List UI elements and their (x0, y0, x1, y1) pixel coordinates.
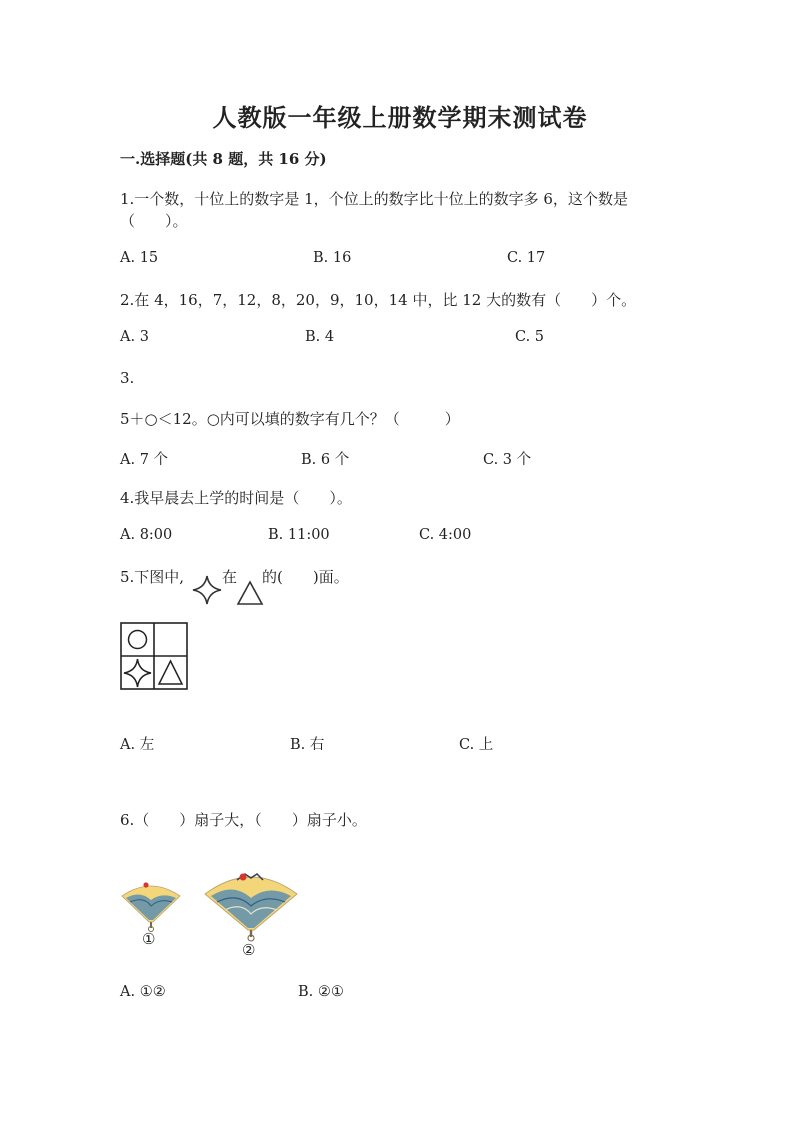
question-1-option-c: C. 17 (507, 250, 546, 266)
question-1-option-b: B. 16 (313, 250, 352, 266)
question-4-option-a: A. 8:00 (120, 527, 173, 543)
question-5-option-c: C. 上 (459, 737, 494, 753)
question-2-text: 2.在 4，16，7，12，8，20，9，10，14 中，比 12 大的数有（ ）个。 (120, 291, 637, 309)
question-4-text: 4.我早晨去上学的时间是（ ）。 (120, 489, 352, 507)
large-fan-label: ② (242, 941, 256, 959)
question-1-option-a: A. 15 (120, 250, 159, 266)
question-5-option-a: A. 左 (120, 737, 155, 753)
section-heading: 一.选择题(共 8 题，共 16 分) (120, 150, 327, 168)
question-6-text: 6.（ ）扇子大，（ ）扇子小。 (120, 811, 367, 829)
question-2-option-c: C. 5 (515, 329, 545, 345)
question-3-option-b: B. 6 个 (301, 452, 350, 468)
question-3-number: 3. (120, 369, 135, 387)
star-icon (191, 574, 223, 606)
page-title: 人教版一年级上册数学期末测试卷 (212, 103, 588, 132)
circle-icon (129, 631, 147, 649)
star-icon (124, 659, 151, 687)
triangle-icon (236, 580, 264, 606)
large-fan-image (203, 866, 299, 942)
question-3-option-c: C. 3 个 (483, 452, 532, 468)
question-1-text: 1.一个数，十位上的数字是 1，个位上的数字比十位上的数字多 6，这个数是 (120, 190, 628, 208)
question-6-option-a: A. ①② (120, 984, 166, 1000)
triangle-icon (159, 661, 182, 684)
question-1-text-cont: （ ）。 (120, 212, 188, 230)
question-3-option-a: A. 7 个 (120, 452, 169, 468)
question-4-option-c: C. 4:00 (419, 527, 472, 543)
small-fan-image (120, 878, 182, 934)
question-5-option-b: B. 右 (290, 737, 325, 753)
question-2-option-a: A. 3 (120, 329, 149, 345)
question-5-text-part3: 的( )面。 (262, 568, 349, 586)
small-fan-label: ① (142, 930, 156, 948)
question-2-option-b: B. 4 (305, 329, 335, 345)
question-6-option-b: B. ②① (298, 984, 344, 1000)
question-5-text-part1: 5.下图中, (120, 568, 185, 586)
position-grid (120, 622, 190, 692)
question-4-option-b: B. 11:00 (268, 527, 330, 543)
question-5-text-part2: 在 (222, 568, 238, 586)
question-3-text: 5＋○＜12。○内可以填的数字有几个？（ ） (120, 410, 460, 428)
